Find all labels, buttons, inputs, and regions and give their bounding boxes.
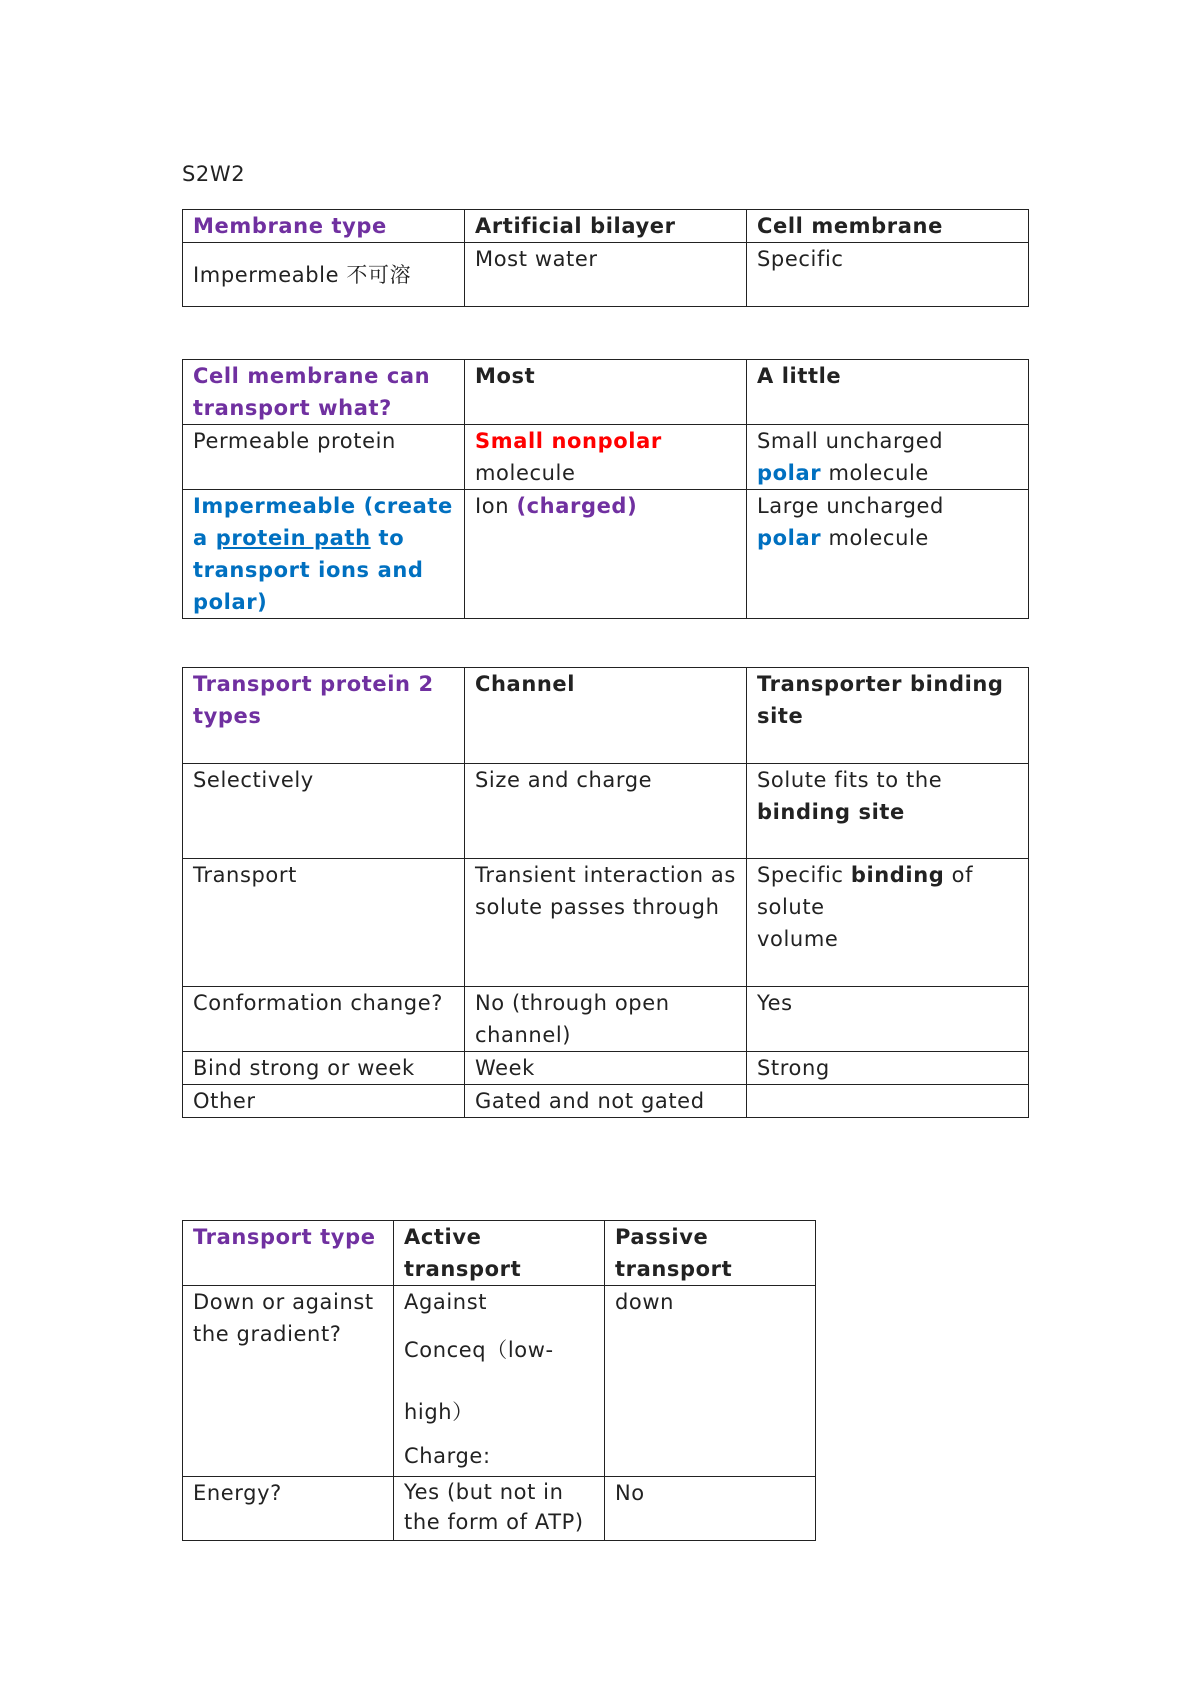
underlined-text: protein path [215, 526, 371, 550]
header-text: Cell membrane [757, 214, 943, 238]
header-text: Cell membrane can transport what? [193, 364, 431, 420]
cell-line: high） [404, 1400, 474, 1424]
cell-text: Specific [757, 863, 851, 887]
cell-text: Large uncharged [757, 494, 944, 518]
table-cell: Other [183, 1085, 465, 1118]
cell-text: Small uncharged [757, 429, 944, 453]
table-row [183, 490, 1029, 619]
table-cell: No [605, 1477, 816, 1541]
table-cell [747, 764, 1029, 859]
table-cell: Week [465, 1052, 747, 1085]
table-cell: Transient interaction as solute passes through [465, 859, 747, 987]
table-cell: Permeable protein [183, 425, 465, 490]
highlight-text: polar [757, 461, 822, 485]
table-row [183, 1221, 816, 1286]
transport-type-table [182, 1220, 816, 1541]
table-cell: No (through open channel) [465, 987, 747, 1052]
table-cell: Size and charge [465, 764, 747, 859]
bold-text: binding site [757, 800, 905, 824]
table-header-cell [183, 360, 465, 425]
table-row [183, 1085, 1029, 1118]
cell-text: molecule [475, 461, 576, 485]
table-header-cell [465, 360, 747, 425]
bold-text: binding [850, 863, 945, 887]
header-text: Active transport [404, 1225, 522, 1281]
table-cell: Energy? [183, 1477, 394, 1541]
table-row [183, 210, 1029, 243]
table-cell [747, 859, 1029, 987]
cell-membrane-transport-table [182, 359, 1029, 619]
table-header-cell [747, 360, 1029, 425]
table-row [183, 1052, 1029, 1085]
table-cell [747, 490, 1029, 619]
table-cell: Most water [465, 243, 747, 307]
highlight-text: (charged) [516, 494, 638, 518]
table-cell: Conformation change? [183, 987, 465, 1052]
highlight-text: to transport ions and polar) [193, 526, 424, 614]
membrane-type-table [182, 209, 1029, 307]
table-cell: down [605, 1286, 816, 1477]
highlight-text: polar [757, 526, 822, 550]
table-cell: Bind strong or week [183, 1052, 465, 1085]
table-row [183, 360, 1029, 425]
header-text: Transport type [193, 1225, 376, 1249]
cell-text: Solute fits to the [757, 768, 943, 792]
header-text: Passive transport [615, 1225, 733, 1281]
table-cell [465, 425, 747, 490]
table-cell: Down or against the gradient? [183, 1286, 394, 1477]
highlight-text: Impermeable (create a [193, 494, 453, 550]
table-cell: Yes (but not in the form of ATP) [394, 1477, 605, 1541]
cell-text: Ion [475, 494, 517, 518]
cell-line: Charge: [404, 1444, 491, 1468]
table-header-cell [465, 210, 747, 243]
table-row [183, 1477, 816, 1541]
table-cell: Specific [747, 243, 1029, 307]
table-row [183, 1286, 816, 1477]
table-cell [747, 425, 1029, 490]
cell-line: Conceq（low- [404, 1338, 554, 1362]
document-title: S2W2 [182, 162, 246, 186]
header-text: Membrane type [193, 214, 387, 238]
cell-text: of solute [757, 863, 974, 919]
cell-text: molecule [821, 461, 929, 485]
header-text: Most [475, 364, 536, 388]
table-row [183, 987, 1029, 1052]
table-cell [394, 1286, 605, 1477]
table-row [183, 243, 1029, 307]
table-header-cell [183, 1221, 394, 1286]
transport-protein-types-table [182, 667, 1029, 1118]
table-row [183, 668, 1029, 764]
cell-text: volume [757, 927, 839, 951]
table-header-cell [183, 210, 465, 243]
table-cell: Transport [183, 859, 465, 987]
table-cell [747, 1085, 1029, 1118]
header-text: Artificial bilayer [475, 214, 676, 238]
table-cell: Strong [747, 1052, 1029, 1085]
table-cell: Yes [747, 987, 1029, 1052]
table-row [183, 425, 1029, 490]
header-text: Channel [475, 672, 576, 696]
header-text: Transporter binding site [757, 672, 1004, 728]
table-cell: Gated and not gated [465, 1085, 747, 1118]
cell-line: Against [404, 1290, 488, 1314]
table-row [183, 764, 1029, 859]
table-cell: Impermeable 不可溶 [183, 243, 465, 307]
table-header-cell [394, 1221, 605, 1286]
table-cell [465, 490, 747, 619]
table-cell: Selectively [183, 764, 465, 859]
table-header-cell [747, 668, 1029, 764]
header-text: Transport protein 2 types [193, 672, 434, 728]
table-cell [183, 490, 465, 619]
highlight-text: Small nonpolar [475, 429, 662, 453]
cell-text: molecule [821, 526, 929, 550]
table-header-cell [183, 668, 465, 764]
table-header-cell [747, 210, 1029, 243]
table-row [183, 859, 1029, 987]
header-text: A little [757, 364, 842, 388]
table-header-cell [465, 668, 747, 764]
table-header-cell [605, 1221, 816, 1286]
